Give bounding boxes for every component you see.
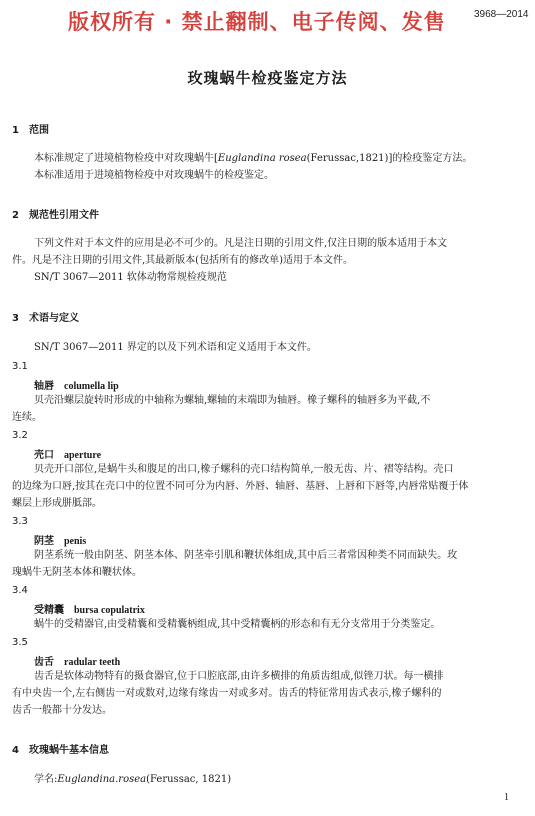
term-definition: 齿舌一般都十分发达。 <box>12 705 112 716</box>
term-definition: 齿舌是软体动物特有的摄食器官,位于口腔底部,由许多横排的角质齿组成,似锉刀状。每一横排 <box>34 671 444 682</box>
paragraph: 件。凡是不注日期的引用文件,其最新版本(包括所有的修改单)适用于本文件。 <box>12 255 353 266</box>
document-title: 玫瑰蜗牛检疫鉴定方法 <box>187 69 348 87</box>
scientific-name: 学名:Euglandina.rosea(Ferussac, 1821) <box>34 774 232 785</box>
reference-item: SN/T 3067—2011 软体动物常规检疫规范 <box>34 272 227 283</box>
section-heading-normative-references: 2 规范性引用文件 <box>12 210 99 221</box>
term-definition: 阴茎系统一般由阴茎、阴茎本体、阴茎牵引肌和鞭状体组成,其中后三者常因种类不同而缺失。玫 <box>34 550 458 561</box>
section-heading-basic-info: 4 玫瑰蜗牛基本信息 <box>12 745 109 756</box>
term-definition: 连续。 <box>12 412 42 423</box>
standard-number: 3968—2014 <box>474 9 529 20</box>
term-heading: 阴茎 penis <box>34 536 87 547</box>
term-number: 3.1 <box>12 361 28 372</box>
term-definition: 蜗牛的受精器官,由受精囊和受精囊柄组成,其中受精囊柄的形态和有无分支常用于分类鉴定。 <box>34 619 441 630</box>
page-number: 1 <box>504 792 509 803</box>
paragraph: 本标准适用于进境植物检疫中对玫瑰蜗牛的检疫鉴定。 <box>34 170 274 181</box>
term-definition: 瑰蜗牛无阴茎本体和鞭状体。 <box>12 567 142 578</box>
section-heading-terms: 3 术语与定义 <box>12 313 79 324</box>
term-definition: 贝壳沿螺层旋转时形成的中轴称为螺轴,螺轴的末端即为轴唇。橡子螺科的轴唇多为平截,不 <box>34 395 431 406</box>
term-definition: 贝壳开口部位,是蜗牛头和腹足的出口,橡子螺科的壳口结构简单,一般无齿、片、褶等结构。壳口 <box>34 464 454 475</box>
watermark-banner: 版权所有 · 禁止翻制、电子传阅、发售 <box>68 10 446 34</box>
term-definition: 有中央齿一个,左右侧齿一对或数对,边缘有缘齿一对或多对。齿舌的特征常用齿式表示,橡子螺科的 <box>12 688 442 699</box>
term-number: 3.4 <box>12 585 28 596</box>
paragraph: SN/T 3067—2011 界定的以及下列术语和定义适用于本文件。 <box>34 342 317 353</box>
term-number: 3.2 <box>12 430 28 441</box>
term-number: 3.3 <box>12 516 28 527</box>
term-definition: 螺层上形成胼胝部。 <box>12 498 102 509</box>
term-heading: 齿舌 radular teeth <box>34 657 121 668</box>
term-heading: 受精囊 bursa copulatrix <box>34 605 145 616</box>
paragraph: 本标准规定了进境植物检疫中对玫瑰蜗牛[Euglandina rosea(Ferussac,1821)]的检疫鉴定方法。 <box>34 153 473 164</box>
section-heading-scope: 1 范围 <box>12 125 49 136</box>
term-heading: 壳口 aperture <box>34 450 102 461</box>
term-heading: 轴唇 columella lip <box>34 381 119 392</box>
term-definition: 的边缘为口唇,按其在壳口中的位置不同可分为内唇、外唇、轴唇、基唇、上唇和下唇等,内唇常贴覆于体 <box>12 481 469 492</box>
paragraph: 下列文件对于本文件的应用是必不可少的。凡是注日期的引用文件,仅注日期的版本适用于本文 <box>34 238 448 249</box>
term-number: 3.5 <box>12 637 28 648</box>
